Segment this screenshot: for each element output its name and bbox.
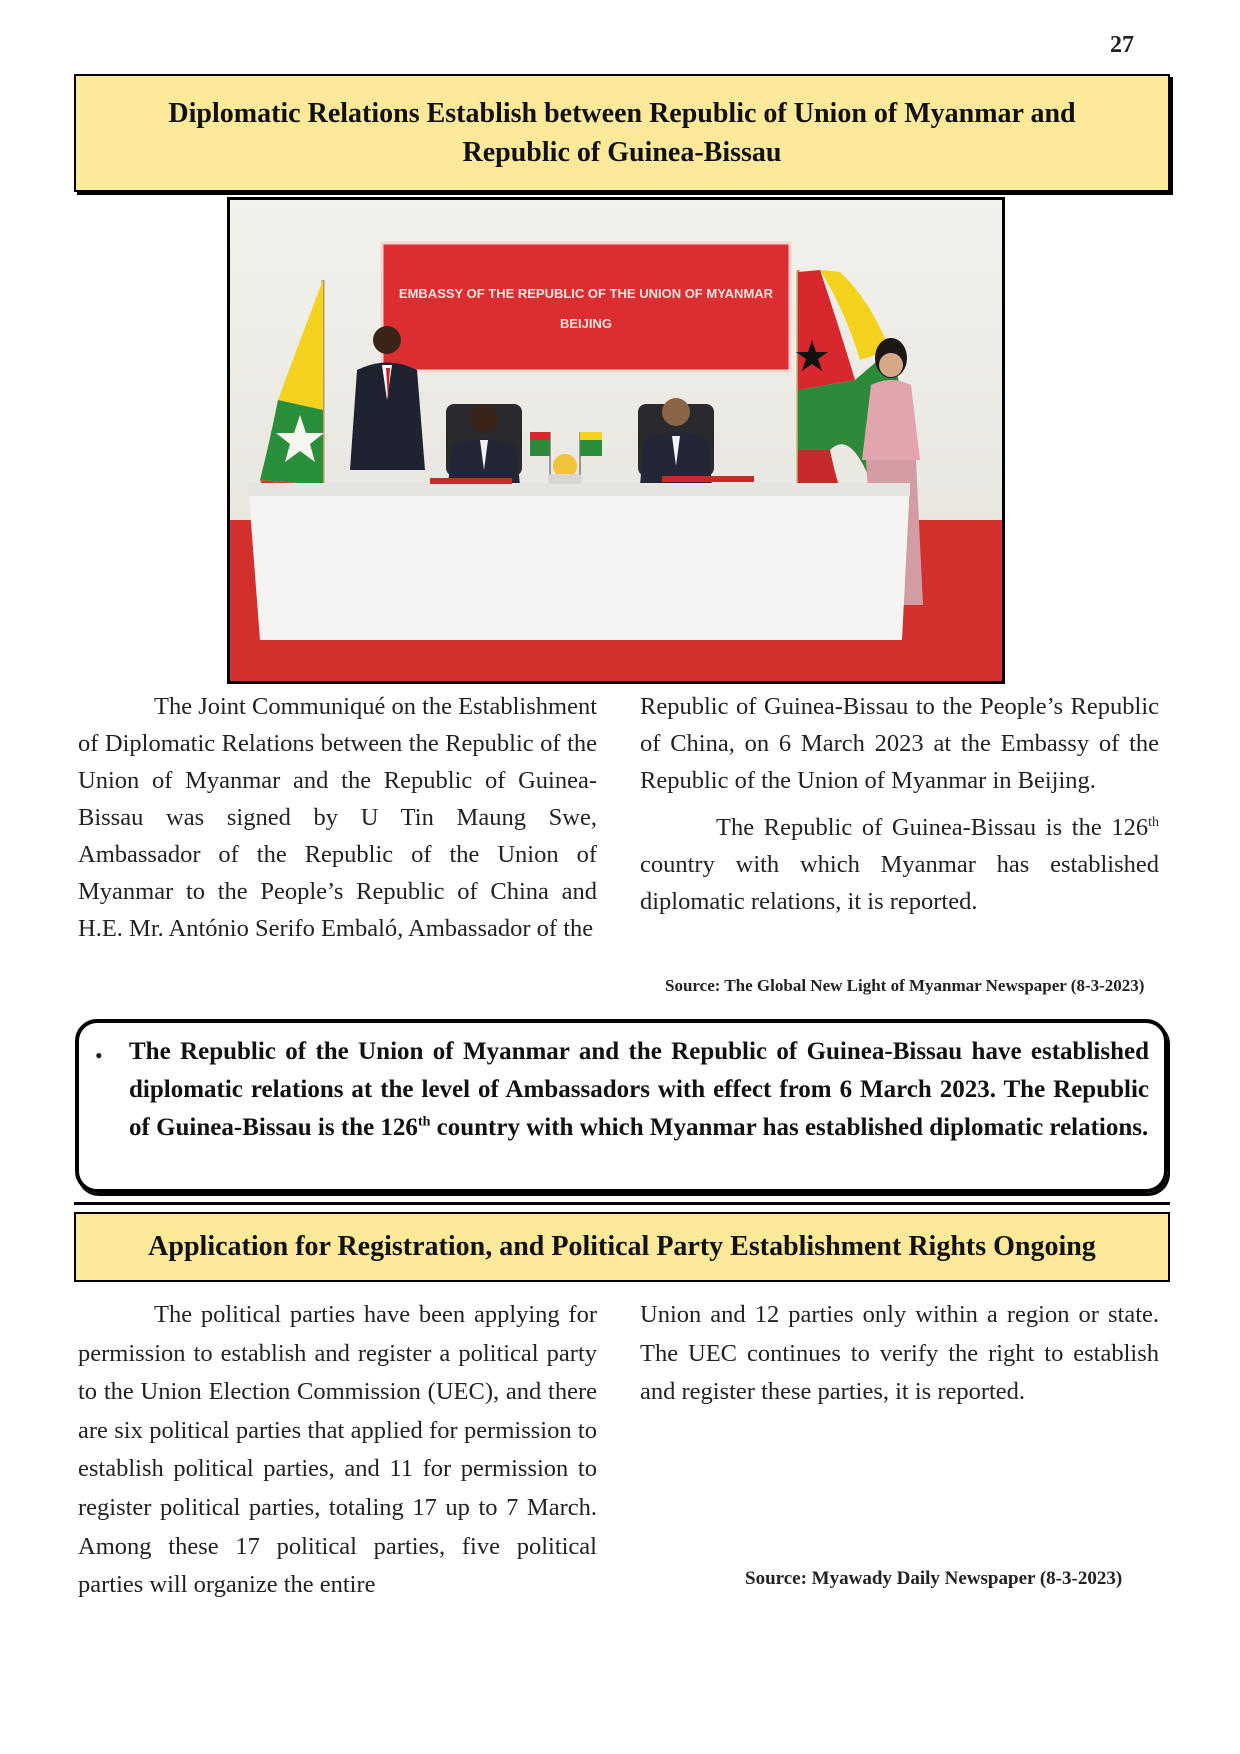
article-paragraph: The political parties have been applying for permission to establish and register a political party to the Union Election Commission (UEC), and there are six political parties that applied for permission to establish political parties, and 11 for permission to register political parties, totaling 17 up to 7 March. Among these 17 political parties, five political parties will organize the entire	[78, 1301, 597, 1599]
article-title-line2: Republic of Guinea-Bissau	[462, 137, 782, 168]
ordinal-suffix: th	[1148, 814, 1159, 830]
summary-callout-box	[75, 1019, 1168, 1193]
article-title-line1: Diplomatic Relations Establish between Republic of Union of Myanmar and	[168, 98, 1076, 129]
article-body-right-column	[640, 688, 1159, 920]
article-paragraph: Republic of Guinea-Bissau to the People’s Republic of China, on 6 March 2023 at the Embassy of the Republic of the Union of Myanmar in Beijing.	[640, 693, 1159, 794]
bullet-icon: •	[95, 1043, 103, 1068]
page-number: 27	[1110, 32, 1134, 58]
source-citation: Source: Myawady Daily Newspaper (8-3-2023)	[745, 1568, 1123, 1589]
article-paragraph	[640, 809, 1159, 920]
divider	[74, 1202, 1170, 1205]
signing-ceremony-photo	[227, 197, 1005, 684]
article-paragraph: Union and 12 parties only within a region or state. The UEC continues to verify the right to establish and register these parties, it is reported.	[640, 1301, 1159, 1406]
callout-text-part: The Republic of the Union of Myanmar and the Republic of Guinea-Bissau have established diplomatic relations at the level of Ambassadors with effect from 6 March 2023. The Republic of Guinea-Bissau is the 126	[129, 1038, 1149, 1141]
banner-line2: BEIJING	[559, 316, 613, 331]
article-body-right-column	[640, 1296, 1159, 1412]
article-title	[74, 74, 1170, 192]
source-citation: Source: The Global New Light of Myanmar Newspaper (8-3-2023)	[665, 976, 1145, 995]
article-title-text: Application for Registration, and Political Party Establishment Rights Ongoing	[148, 1231, 1096, 1262]
article-paragraph: The Joint Communiqué on the Establishment of Diplomatic Relations between the Republic of the Union of Myanmar and the Republic of Guinea-Bissau was signed by U Tin Maung Swe, Ambassador of the Republic of the Union of Myanmar to the People’s Republic of China and H.E. Mr. António Serifo Embaló, Ambassador of the	[78, 693, 597, 942]
paragraph-text: country with which Myanmar has established diplomatic relations, it is reported.	[640, 851, 1159, 915]
article-title	[74, 1212, 1170, 1282]
callout-text-part: country with which Myanmar has established diplomatic relations.	[430, 1114, 1149, 1141]
article-body-left-column	[78, 688, 597, 947]
ordinal-suffix: th	[417, 1114, 431, 1130]
banner-line1: EMBASSY OF THE REPUBLIC OF THE UNION OF MYANMAR	[398, 286, 774, 301]
callout-text	[129, 1033, 1149, 1147]
article-body-left-column	[78, 1296, 597, 1605]
paragraph-text: The Republic of Guinea-Bissau is the 126	[716, 814, 1149, 841]
